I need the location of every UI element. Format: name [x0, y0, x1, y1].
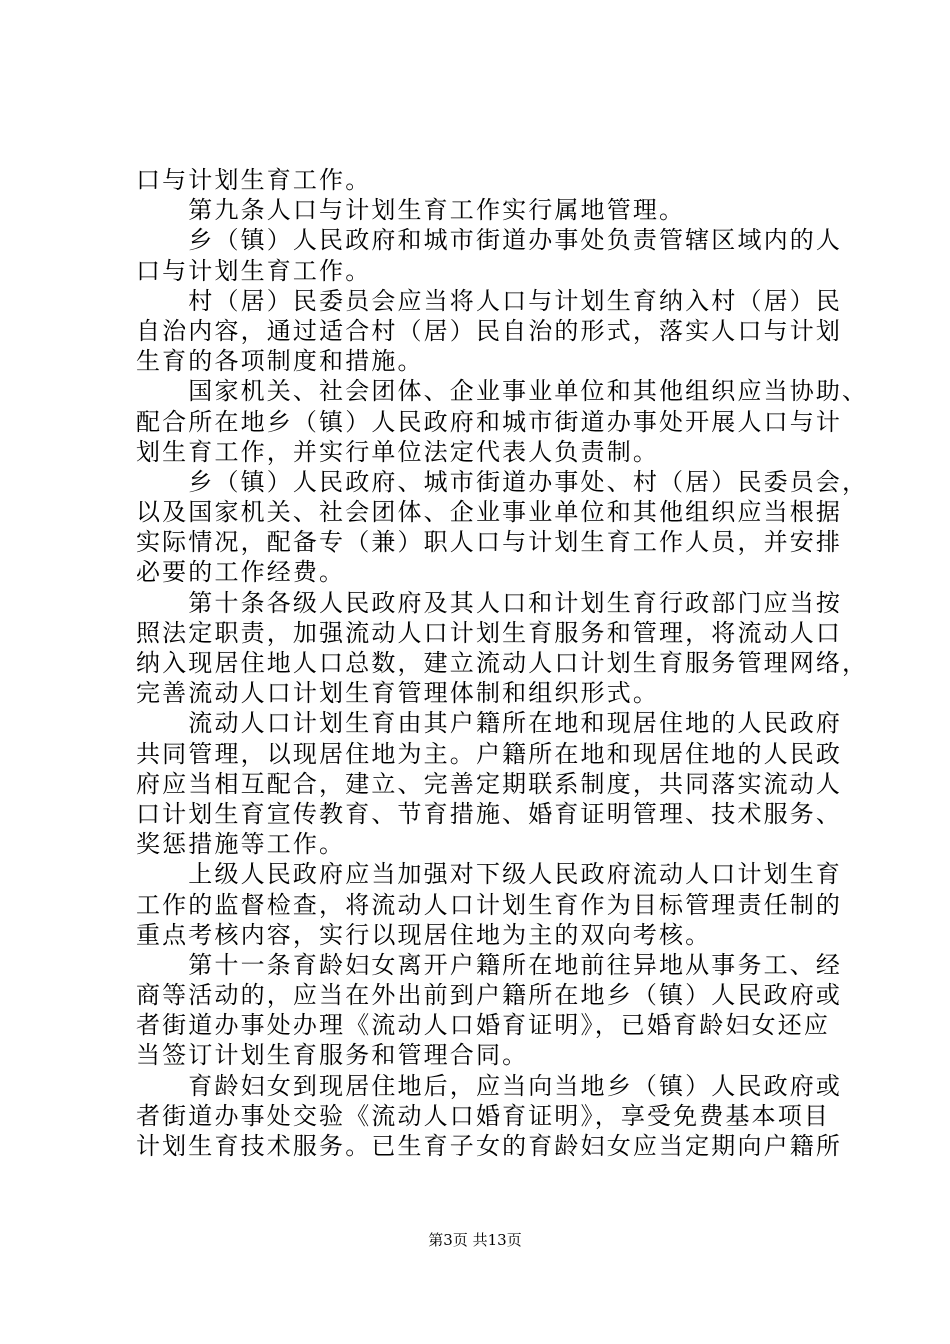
text-line: 第十一条育龄妇女离开户籍所在地前往异地从事务工、经: [136, 950, 843, 979]
text-line: 配合所在地乡（镇）人民政府和城市街道办事处开展人口与计: [136, 407, 843, 436]
text-line: 者街道办事处交验《流动人口婚育证明》，享受免费基本项目: [136, 1101, 831, 1130]
text-line: 生育的各项制度和措施。: [136, 347, 424, 376]
text-line: 奖惩措施等工作。: [136, 830, 346, 859]
text-line: 纳入现居住地人口总数，建立流动人口计划生育服务管理网络，: [136, 649, 869, 677]
document-body: [136, 165, 869, 1161]
text-line: 第九条人口与计划生育工作实行属地管理。: [136, 196, 686, 225]
text-line: 育龄妇女到现居住地后，应当向当地乡（镇）人民政府或: [136, 1071, 843, 1100]
text-line: 照法定职责，加强流动人口计划生育服务和管理，将流动人口: [136, 618, 843, 647]
text-line: 者街道办事处办理《流动人口婚育证明》，已婚育龄妇女还应: [136, 1011, 831, 1040]
text-line: 划生育工作，并实行单位法定代表人负责制。: [136, 437, 659, 466]
text-line: 自治内容，通过适合村（居）民自治的形式，落实人口与计划: [136, 316, 843, 345]
text-line: 实际情况，配备专（兼）职人口与计划生育工作人员，并安排: [136, 528, 843, 557]
text-line: 工作的监督检查，将流动人口计划生育作为目标管理责任制的: [136, 890, 843, 919]
text-line: 乡（镇）人民政府和城市街道办事处负责管辖区域内的人: [136, 226, 843, 255]
text-line: 完善流动人口计划生育管理体制和组织形式。: [136, 679, 659, 708]
text-line: 口与计划生育工作。: [136, 256, 372, 285]
text-line: 国家机关、社会团体、企业事业单位和其他组织应当协助、: [136, 377, 869, 406]
text-line: 共同管理，以现居住地为主。户籍所在地和现居住地的人民政: [136, 739, 843, 768]
text-line: 必要的工作经费。: [136, 558, 346, 587]
text-line: 乡（镇）人民政府、城市街道办事处、村（居）民委员会，: [136, 467, 869, 496]
text-line: 府应当相互配合，建立、完善定期联系制度，共同落实流动人: [136, 769, 843, 798]
text-line: 以及国家机关、社会团体、企业事业单位和其他组织应当根据: [136, 498, 843, 527]
text-line: 商等活动的，应当在外出前到户籍所在地乡（镇）人民政府或: [136, 981, 843, 1010]
text-line: 重点考核内容，实行以现居住地为主的双向考核。: [136, 920, 712, 949]
page-number: 第3页 共13页: [428, 1231, 522, 1249]
text-line: 村（居）民委员会应当将人口与计划生育纳入村（居）民: [136, 286, 843, 315]
text-line: 第十条各级人民政府及其人口和计划生育行政部门应当按: [136, 588, 843, 617]
text-line: 流动人口计划生育由其户籍所在地和现居住地的人民政府: [136, 709, 843, 738]
text-line: 口与计划生育工作。: [136, 166, 372, 194]
text-line: 口计划生育宣传教育、节育措施、婚育证明管理、技术服务、: [136, 799, 843, 828]
text-line: 计划生育技术服务。已生育子女的育龄妇女应当定期向户籍所: [136, 1132, 843, 1160]
text-line: 上级人民政府应当加强对下级人民政府流动人口计划生育: [136, 860, 843, 889]
text-line: 当签订计划生育服务和管理合同。: [136, 1041, 529, 1070]
